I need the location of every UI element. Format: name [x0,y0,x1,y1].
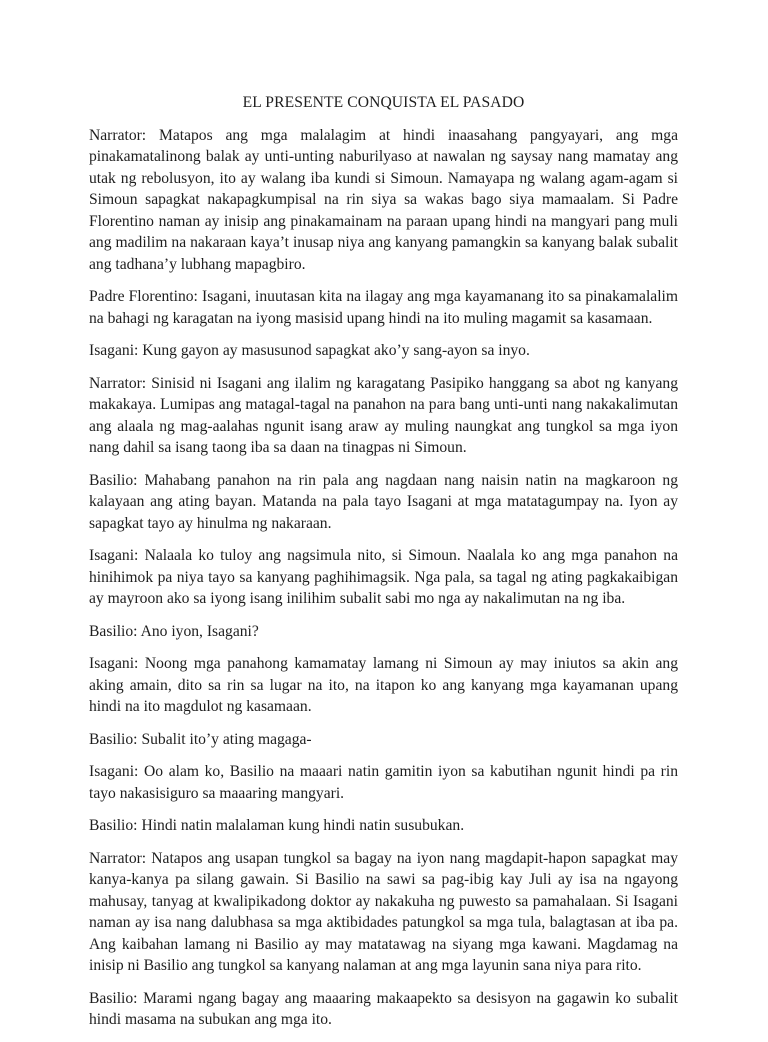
dialogue-text: Natapos ang usapan tungkol sa bagay na iyon nang magdapit-hapon sapagkat may kanya-kanya pa silang gawain. Si Basilio na sawi sa pag-ibig kay Juli ay isa na ngayong mahusay, tanyag at kwalipikadong doktor ay nakakuha ng puwesto sa pamahalaan. Si Isagani naman ay isa nang dalubhasa sa mga aktibidades patungkol sa mga tula, balagtasan at iba pa. Ang kaibahan lamang ni Basilio ay may matatawag na siyang mga kawani. Magdamag na inisip ni Basilio ang tungkol sa kanyang nalaman at ang mga layunin sana niya para rito. [89,849,679,974]
dialogue-paragraph [89,340,678,362]
speaker-name: Isagani: [89,655,139,672]
speaker-name: Basilio: [89,471,138,489]
document-title: EL PRESENTE CONQUISTA EL PASADO [242,94,525,111]
dialogue-paragraph [89,125,678,276]
dialogue-paragraph [89,988,678,1031]
dialogue-paragraph [89,729,678,751]
dialogue-text: Ano iyon, Isagani? [140,622,259,640]
dialogue-paragraph [89,470,678,535]
dialogue-text: Marami ngang bagay ang maaaring makaapekto sa desisyon na gagawin ko subalit hindi masama na subukan ang mga ito. [89,989,678,1028]
dialogue-text: Nalaala ko tuloy ang nagsimula nito, si Simoun. Naalala ko ang mga panahon na hinihimok pa niya tayo sa kanyang paghihimagsik. Nga pala, sa tagal ng ating pagkakaibigan ay mayroon ako sa iyong isang inilihim subalit sabi mo nga ay nakalimutan na ng iba. [89,547,678,607]
speaker-name: Narrator: [89,126,147,144]
document-body [89,92,678,1042]
speaker-name: Basilio: [89,817,138,834]
speaker-name: Isagani: [89,763,139,780]
speaker-name: Isagani: [89,547,139,564]
speaker-name: Narrator: [89,849,147,867]
dialogue-text: Sinisid ni Isagani ang ilalim ng karagatang Pasipiko hanggang sa abot ng kanyang makakaya. Lumipas ang matagal-tagal na panahon na para bang unti-unti nang nakakalimutan ang alaala ng mag-aalahas ngunit isang araw ay muling naungkat ang tungkol sa mga iyon nang dahil sa isang taong iba sa daan na tinagpas ni Simoun. [89,374,678,456]
dialogue-text: Matapos ang mga malalagim at hindi inaasahang pangyayari, ang mga pinakamatalinong balak ay unti-unting naburilyaso at nawalan ng saysay nang mamatay ang utak ng rebolusyon, ito ay walang iba kundi si Simoun. Namayapa ng walang agam-agam si Simoun sapagkat nakapagkumpisal na rin siya sa wakas bago siya mamaalam. Si Padre Florentino naman ay inisip ang pinakamainam na paraan upang hindi na mangyari pang muli ang madilim na nakaraan kaya’t inusap niya ang kanyang pamangkin sa kanyang balak subalit ang tadhana’y lubhang mapagbiro. [89,126,678,273]
dialogue-text: Subalit ito’y ating magaga- [141,730,312,748]
dialogue-paragraph [89,545,678,610]
speaker-name: Padre Florentino: [89,288,198,305]
dialogue-text: Noong mga panahong kamamatay lamang ni Simoun ay may iniutos sa akin ang aking amain, dito sa rin sa lugar na ito, na itapon ko ang kanyang mga kayamanan upang hindi na ito magdulot ng kasamaan. [89,655,678,715]
dialogue-text: Mahabang panahon na rin pala ang nagdaan nang naisin natin na magkaroon ng kalayaan ang ating bayan. Matanda na pala tayo Isagani at mga matatagumpay na. Iyon ay sapagkat tayo ay hinulma ng nakaraan. [89,471,678,532]
dialogue-text: Oo alam ko, Basilio na maaari natin gamitin iyon sa kabutihan ngunit hindi pa rin tayo nakasisiguro sa maaaring mangyari. [89,763,678,802]
speaker-name: Basilio: [89,989,138,1007]
dialogue-text: Hindi natin malalaman kung hindi natin susubukan. [141,817,465,834]
dialogue-paragraph [89,653,678,718]
dialogue-paragraph [89,761,678,804]
dialogue-text: Isagani, inuutasan kita na ilagay ang mga kayamanang ito sa pinakamalalim na bahagi ng karagatan na iyong masisid upang hindi na ito muling magamit sa kasamaan. [89,288,679,327]
speaker-name: Basilio: [89,730,138,748]
dialogue-paragraph [89,373,678,459]
speaker-name: Basilio: [89,622,138,640]
dialogue-text: Kung gayon ay masusunod sapagkat ako’y sang-ayon sa inyo. [142,342,530,359]
dialogue-paragraph [89,848,678,977]
speaker-name: Isagani: [89,342,139,359]
speaker-name: Narrator: [89,374,147,392]
dialogue-paragraph [89,621,678,643]
dialogue-paragraph [89,286,678,329]
dialogue-paragraph [89,815,678,837]
